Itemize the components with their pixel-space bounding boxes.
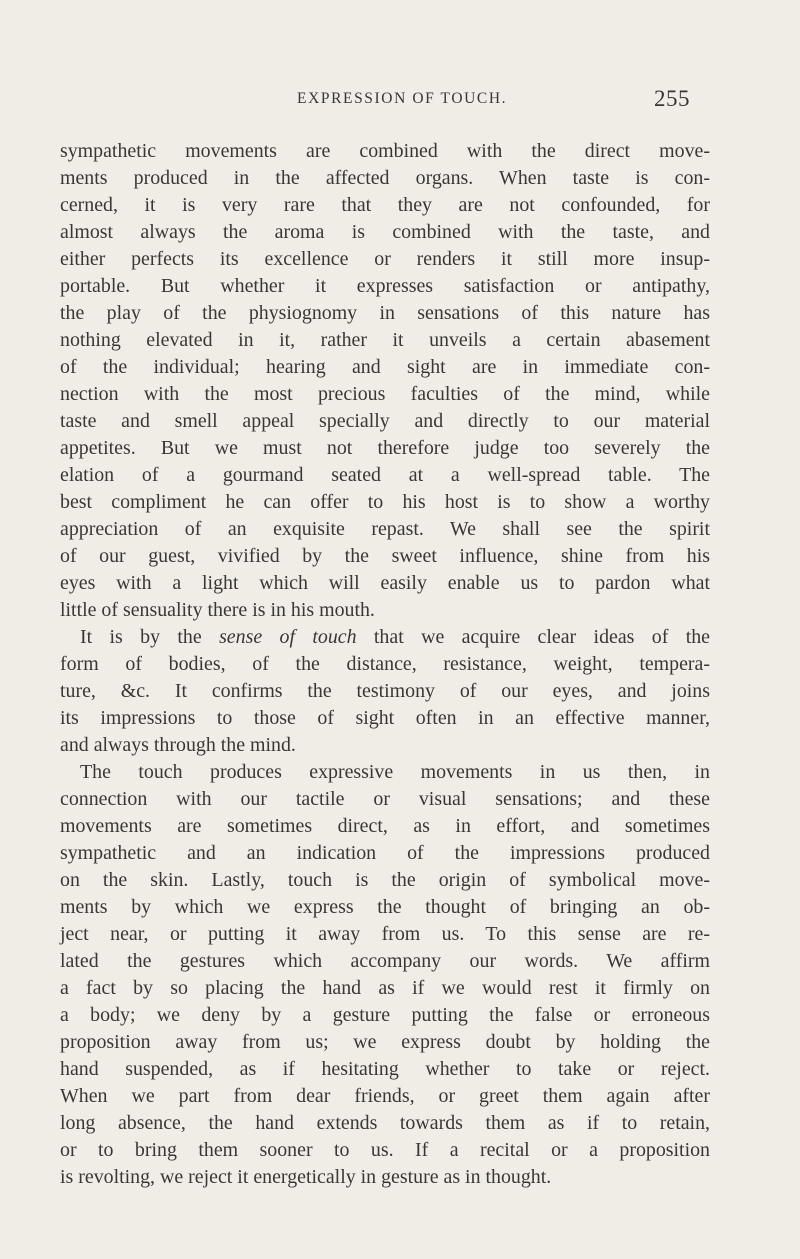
- text-line: ject near, or putting it away from us. To this sense are re-: [60, 923, 710, 945]
- italic-phrase: sense of touch: [219, 626, 357, 648]
- text-line: its impressions to those of sight often in an effective manner,: [60, 707, 710, 729]
- text-line: nothing elevated in it, rather it unveils a certain abasement: [60, 329, 710, 351]
- text-line: lated the gestures which accompany our words. We affirm: [60, 950, 710, 972]
- text-line: cerned, it is very rare that they are not confounded, for: [60, 194, 710, 216]
- text-line: connection with our tactile or visual sensations; and these: [60, 788, 710, 810]
- text-line: a fact by so placing the hand as if we would rest it firmly on: [60, 977, 710, 999]
- text-line: sympathetic movements are combined with the direct move-: [60, 140, 710, 162]
- running-head: EXPRESSION OF TOUCH.: [297, 90, 508, 107]
- text-line: a body; we deny by a gesture putting the false or erroneous: [60, 1004, 710, 1026]
- text-line: taste and smell appeal specially and directly to our material: [60, 410, 710, 432]
- text-line: almost always the aroma is combined with the taste, and: [60, 221, 710, 243]
- page-header: [0, 86, 800, 116]
- text-line: eyes with a light which will easily enable us to pardon what: [60, 572, 710, 594]
- text-line: best compliment he can offer to his host is to show a worthy: [60, 491, 710, 513]
- text-line: movements are sometimes direct, as in effort, and sometimes: [60, 815, 710, 837]
- text-run: that we acquire clear ideas of the: [356, 626, 710, 648]
- text-line: the play of the physiognomy in sensations of this nature has: [60, 302, 710, 324]
- text-line: form of bodies, of the distance, resistance, weight, tempera-: [60, 653, 710, 675]
- text-line: [60, 624, 710, 651]
- text-line: on the skin. Lastly, touch is the origin of symbolical move-: [60, 869, 710, 891]
- text-line: The touch produces expressive movements in us then, in: [80, 761, 710, 783]
- text-line: When we part from dear friends, or greet them again after: [60, 1085, 710, 1107]
- paragraph-sense-of-touch: [60, 624, 710, 759]
- paragraph-gestures: [60, 759, 710, 1191]
- text-line: either perfects its excellence or renders it still more insup-: [60, 248, 710, 270]
- text-line: proposition away from us; we express doubt by holding the: [60, 1031, 710, 1053]
- text-line: ments by which we express the thought of bringing an ob-: [60, 896, 710, 918]
- text-line: long absence, the hand extends towards them as if to retain,: [60, 1112, 710, 1134]
- text-line: sympathetic and an indication of the impressions produced: [60, 842, 710, 864]
- text-line: hand suspended, as if hesitating whether to take or reject.: [60, 1058, 710, 1080]
- page-number: 255: [654, 86, 690, 111]
- text-line: appetites. But we must not therefore judge too severely the: [60, 437, 710, 459]
- text-line: or to bring them sooner to us. If a recital or a proposition: [60, 1139, 710, 1161]
- text-line: is revolting, we reject it energetically in gesture as in thought.: [60, 1166, 552, 1188]
- text-line: of our guest, vivified by the sweet influence, shine from his: [60, 545, 710, 567]
- text-line: appreciation of an exquisite repast. We shall see the spirit: [60, 518, 710, 540]
- text-line: of the individual; hearing and sight are in immediate con-: [60, 356, 710, 378]
- text-line: and always through the mind.: [60, 734, 296, 756]
- text-line: little of sensuality there is in his mouth.: [60, 599, 375, 621]
- body-text: [60, 138, 710, 1191]
- text-line: elation of a gourmand seated at a well-spread table. The: [60, 464, 710, 486]
- text-line: portable. But whether it expresses satisfaction or antipathy,: [60, 275, 710, 297]
- text-run: It is by the: [80, 626, 220, 648]
- text-line: ments produced in the affected organs. When taste is con-: [60, 167, 710, 189]
- text-line: nection with the most precious faculties of the mind, while: [60, 383, 710, 405]
- paragraph-taste: [60, 138, 710, 624]
- text-line: ture, &c. It confirms the testimony of our eyes, and joins: [60, 680, 710, 702]
